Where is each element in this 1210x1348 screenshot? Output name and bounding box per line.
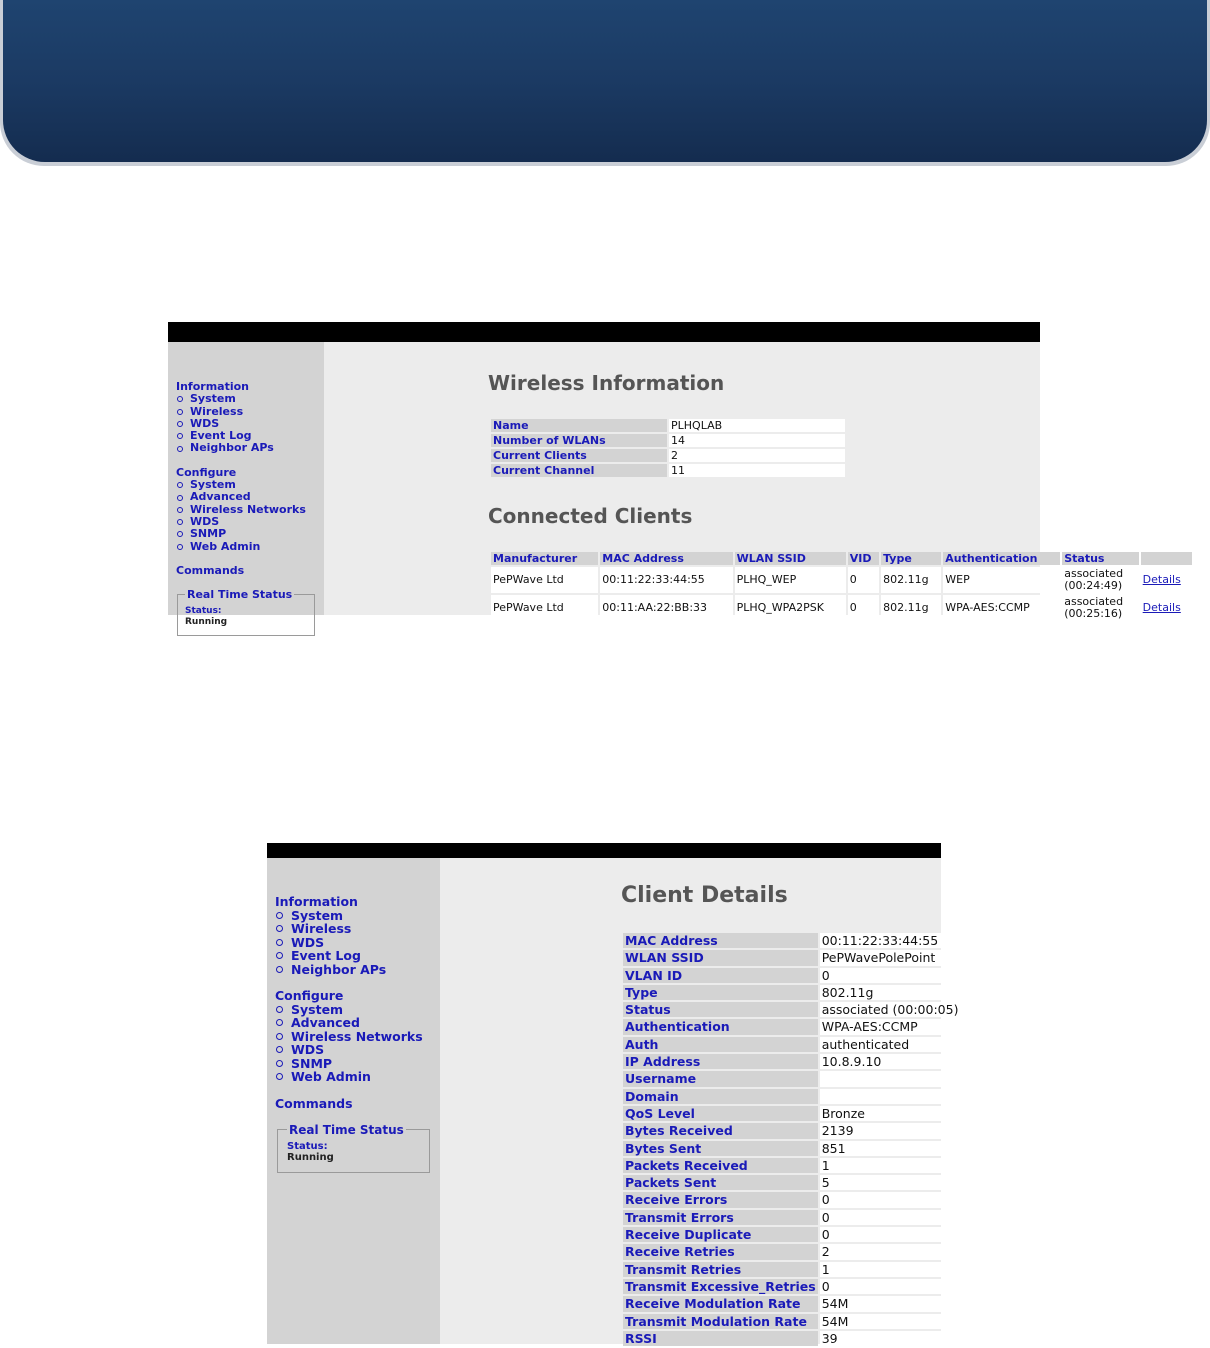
- client-details-screenshot: [267, 843, 959, 1346]
- nav-item-config-web-admin[interactable]: [275, 1070, 423, 1084]
- col-header-manufacturer: Manufacturer: [491, 552, 598, 565]
- detail-value: 5: [820, 1175, 961, 1190]
- nav-item-info-system[interactable]: [176, 393, 306, 405]
- detail-value: 0: [820, 968, 961, 983]
- wireless-information-screenshot: [168, 322, 1181, 627]
- section-title-connected-clients: Connected Clients: [488, 504, 693, 528]
- detail-value: [820, 1071, 961, 1086]
- nav-item-label: Wireless Networks: [190, 502, 306, 516]
- bullet-icon: [276, 925, 283, 932]
- bullet-icon: [177, 495, 183, 501]
- table-row: [623, 1279, 960, 1294]
- table-row: [491, 434, 845, 447]
- table-header-row: [491, 552, 1192, 565]
- bullet-icon: [177, 421, 183, 427]
- bullet-icon: [177, 482, 183, 488]
- detail-label: Packets Received: [623, 1158, 818, 1173]
- row-label: Number of WLANs: [491, 434, 667, 447]
- detail-value: PePWavePolePoint: [820, 950, 961, 965]
- nav-item-label: Advanced: [291, 1015, 360, 1030]
- detail-value: 54M: [820, 1314, 961, 1329]
- details-link[interactable]: Details: [1142, 601, 1181, 614]
- detail-label: Auth: [623, 1037, 818, 1052]
- table-row: [623, 985, 960, 1000]
- nav-item-label: WDS: [190, 514, 220, 528]
- bullet-icon: [177, 531, 183, 537]
- nav-configure[interactable]: Configure: [275, 988, 344, 1003]
- connected-clients-table: [489, 550, 1194, 623]
- status-duration: (00:24:49): [1064, 579, 1123, 592]
- bullet-icon: [276, 1006, 283, 1013]
- table-row: [623, 968, 960, 983]
- real-time-status-box: [177, 588, 315, 636]
- detail-value: associated (00:00:05): [821, 1002, 959, 1018]
- nav-item-config-wireless-networks[interactable]: [275, 1030, 423, 1044]
- table-row: [491, 449, 845, 462]
- detail-value: 2139: [820, 1123, 961, 1138]
- detail-value: 1: [820, 1158, 961, 1173]
- detail-value: Bronze: [820, 1106, 961, 1121]
- cell-vid: 0: [848, 595, 879, 621]
- bullet-icon: [276, 939, 283, 946]
- cell-status: [1062, 567, 1138, 593]
- table-row: [491, 567, 1192, 593]
- detail-label: Packets Sent: [623, 1175, 818, 1190]
- detail-label: MAC Address: [623, 933, 818, 948]
- table-row: [623, 1262, 960, 1277]
- nav-item-label: SNMP: [291, 1055, 333, 1071]
- cell-type: 802.11g: [881, 567, 941, 593]
- table-row: [491, 419, 845, 432]
- detail-value: 00:11:22:33:44:55: [820, 933, 961, 948]
- detail-value: WPA-AES:CCMP: [820, 1019, 961, 1034]
- table-row: [623, 1123, 960, 1138]
- nav-item-info-neighbor-aps[interactable]: [275, 963, 423, 977]
- detail-value: 54M: [820, 1296, 961, 1311]
- sidebar: [168, 342, 324, 627]
- detail-label: Receive Retries: [623, 1244, 818, 1259]
- nav-item-label: Wireless: [291, 921, 352, 936]
- table-row: [491, 595, 1192, 621]
- nav-commands[interactable]: Commands: [275, 1095, 353, 1111]
- real-time-status-box: [277, 1123, 430, 1173]
- table-row: [623, 1002, 960, 1017]
- table-row: [623, 1106, 960, 1121]
- row-value: 11: [669, 464, 845, 477]
- bullet-icon: [177, 544, 183, 550]
- row-value: 2: [669, 449, 845, 462]
- detail-label: Domain: [623, 1089, 818, 1104]
- detail-value: [820, 1089, 961, 1104]
- bullet-icon: [177, 433, 183, 439]
- nav-item-label: Web Admin: [190, 539, 261, 553]
- cell-authentication: WEP: [943, 567, 1060, 593]
- page-title: Wireless Information: [488, 371, 725, 395]
- row-label: Name: [491, 419, 667, 432]
- nav-item-config-snmp[interactable]: [275, 1057, 423, 1071]
- detail-label: IP Address: [623, 1054, 818, 1069]
- table-row: [491, 464, 845, 477]
- detail-value: 0: [820, 1192, 961, 1207]
- detail-value: 0: [820, 1227, 961, 1242]
- row-value: 14: [669, 434, 845, 447]
- table-row: [623, 1071, 960, 1086]
- detail-label: Transmit Modulation Rate: [623, 1314, 818, 1329]
- bullet-icon: [177, 519, 183, 525]
- nav-configure[interactable]: Configure: [176, 465, 237, 479]
- col-header-authentication: Authentication: [943, 552, 1060, 565]
- table-row: [623, 1227, 960, 1242]
- nav-spacer: [275, 1084, 423, 1097]
- bullet-icon: [276, 1073, 283, 1080]
- nav-item-config-wds[interactable]: [275, 1043, 423, 1057]
- bullet-icon: [177, 396, 183, 402]
- detail-label: Transmit Errors: [623, 1210, 818, 1225]
- status-text: associated: [1064, 595, 1124, 608]
- table-row: [623, 1141, 960, 1156]
- nav-commands[interactable]: Commands: [176, 563, 245, 577]
- nav-item-config-advanced[interactable]: [275, 1016, 423, 1030]
- nav-item-label: WDS: [190, 416, 220, 430]
- top-black-bar: [168, 322, 1040, 342]
- detail-label: VLAN ID: [623, 968, 818, 983]
- table-row: [623, 1019, 960, 1034]
- cell-authentication: WPA-AES:CCMP: [943, 595, 1060, 621]
- table-row: [623, 1331, 960, 1346]
- detail-label: Transmit Excessive_Retries: [625, 1278, 816, 1294]
- document-header-banner: [0, 0, 1210, 166]
- nav-item-config-snmp[interactable]: [176, 528, 306, 540]
- bullet-icon: [177, 446, 183, 452]
- nav-item-label: System: [190, 478, 236, 492]
- detail-label: Username: [623, 1071, 818, 1086]
- detail-label: RSSI: [623, 1331, 818, 1346]
- detail-value: 802.11g: [820, 985, 961, 1000]
- col-header-ssid: WLAN SSID: [735, 552, 846, 565]
- nav-item-label: Advanced: [190, 490, 251, 504]
- nav-item-label: SNMP: [190, 527, 227, 541]
- detail-label: Authentication: [623, 1019, 818, 1034]
- detail-value: 10.8.9.10: [820, 1054, 961, 1069]
- nav-item-label: Wireless: [190, 404, 244, 418]
- status-value: Running: [287, 1152, 334, 1163]
- table-row: [623, 1296, 960, 1311]
- nav-item-label: System: [291, 907, 344, 923]
- bullet-icon: [276, 1060, 283, 1067]
- detail-value: 39: [820, 1331, 961, 1346]
- detail-label: Receive Modulation Rate: [623, 1296, 818, 1311]
- table-row: [623, 1210, 960, 1225]
- nav-item-label: System: [190, 392, 236, 406]
- nav-information[interactable]: Information: [275, 894, 358, 909]
- bullet-icon: [276, 1019, 283, 1026]
- cell-ssid: PLHQ_WPA2PSK: [735, 595, 846, 621]
- header-banner-fill: [3, 0, 1207, 162]
- detail-label: Bytes Sent: [623, 1141, 818, 1156]
- nav-item-label: WDS: [291, 1042, 325, 1057]
- cell-details: [1141, 567, 1192, 593]
- row-label: Current Channel: [491, 464, 667, 477]
- nav-item-label: Event Log: [291, 948, 361, 963]
- page-title: Client Details: [621, 883, 788, 908]
- status-duration: (00:25:16): [1064, 607, 1123, 620]
- wireless-info-table: [489, 417, 847, 479]
- col-header-actions: [1141, 552, 1192, 565]
- sidebar-nav: [176, 381, 306, 577]
- detail-label: Transmit Retries: [623, 1262, 818, 1277]
- main-content: [440, 858, 959, 1346]
- table-row: [623, 1158, 960, 1173]
- status-value: Running: [185, 617, 228, 627]
- detail-value: 0: [820, 1210, 961, 1225]
- detail-label: Type: [623, 985, 818, 1000]
- cell-manufacturer: PePWave Ltd: [491, 567, 598, 593]
- nav-item-info-wds[interactable]: [275, 936, 423, 950]
- nav-item-label: System: [291, 1001, 344, 1017]
- table-row: [623, 950, 960, 965]
- col-header-status: Status: [1062, 552, 1138, 565]
- cell-vid: 0: [848, 567, 879, 593]
- bullet-icon: [276, 952, 283, 959]
- cell-manufacturer: PePWave Ltd: [491, 595, 598, 621]
- detail-value: 1: [820, 1262, 961, 1277]
- col-header-mac: MAC Address: [600, 552, 732, 565]
- details-link[interactable]: Details: [1142, 573, 1181, 586]
- status-label: Status:: [185, 606, 222, 616]
- row-label: Current Clients: [491, 449, 667, 462]
- nav-item-label: Wireless Networks: [291, 1028, 423, 1044]
- bullet-icon: [276, 912, 283, 919]
- nav-item-config-system[interactable]: [275, 1003, 423, 1017]
- nav-item-label: Web Admin: [291, 1069, 371, 1084]
- table-row: [623, 1175, 960, 1190]
- table-row: [623, 1054, 960, 1069]
- cell-type: 802.11g: [881, 595, 941, 621]
- table-row: [623, 1192, 960, 1207]
- table-row: [623, 1037, 960, 1052]
- table-row: [623, 933, 960, 948]
- top-black-bar: [267, 843, 941, 858]
- detail-label: Receive Errors: [623, 1192, 818, 1207]
- bullet-icon: [177, 409, 183, 415]
- bullet-icon: [177, 507, 183, 513]
- detail-label: Status: [623, 1002, 818, 1017]
- client-details-table: [621, 931, 962, 1348]
- real-time-status-title: Real Time Status: [289, 1123, 404, 1137]
- nav-item-info-wireless[interactable]: [275, 922, 423, 936]
- nav-information[interactable]: Information: [176, 380, 249, 393]
- detail-value: 2: [820, 1244, 961, 1259]
- nav-item-label: Event Log: [190, 429, 252, 443]
- cell-details: [1141, 595, 1192, 621]
- bullet-icon: [276, 1033, 283, 1040]
- nav-item-label: WDS: [291, 934, 325, 950]
- bullet-icon: [276, 966, 283, 973]
- table-row: [623, 1089, 960, 1104]
- real-time-status-title: Real Time Status: [187, 588, 293, 601]
- nav-item-config-advanced[interactable]: [176, 491, 306, 503]
- cell-mac: 00:11:AA:22:BB:33: [600, 595, 732, 621]
- nav-item-info-neighbor-aps[interactable]: [176, 442, 306, 454]
- table-row: [623, 1244, 960, 1259]
- nav-item-config-web-admin[interactable]: [176, 541, 306, 553]
- main-content: [324, 342, 1181, 620]
- detail-label: Receive Duplicate: [623, 1227, 818, 1242]
- cell-mac: 00:11:22:33:44:55: [600, 567, 732, 593]
- col-header-vid: VID: [848, 552, 879, 565]
- table-row: [623, 1314, 960, 1329]
- nav-spacer: [176, 455, 306, 467]
- nav-item-label: Neighbor APs: [291, 961, 387, 977]
- status-text: associated: [1064, 567, 1124, 580]
- cell-status: [1062, 595, 1138, 621]
- row-value: PLHQLAB: [669, 419, 845, 432]
- col-header-type: Type: [881, 552, 941, 565]
- status-label: Status:: [287, 1141, 328, 1152]
- nav-item-label: Neighbor APs: [190, 441, 274, 455]
- detail-label: WLAN SSID: [623, 950, 818, 965]
- detail-value: authenticated: [820, 1037, 961, 1052]
- detail-label: QoS Level: [623, 1106, 818, 1121]
- cell-ssid: PLHQ_WEP: [735, 567, 846, 593]
- sidebar: [267, 858, 440, 1344]
- detail-value: 851: [820, 1141, 961, 1156]
- sidebar-nav: [275, 895, 423, 1110]
- nav-item-info-system[interactable]: [275, 909, 423, 923]
- bullet-icon: [276, 1046, 283, 1053]
- nav-item-info-event-log[interactable]: [275, 949, 423, 963]
- detail-value: 0: [820, 1279, 961, 1294]
- detail-label: Bytes Received: [623, 1123, 818, 1138]
